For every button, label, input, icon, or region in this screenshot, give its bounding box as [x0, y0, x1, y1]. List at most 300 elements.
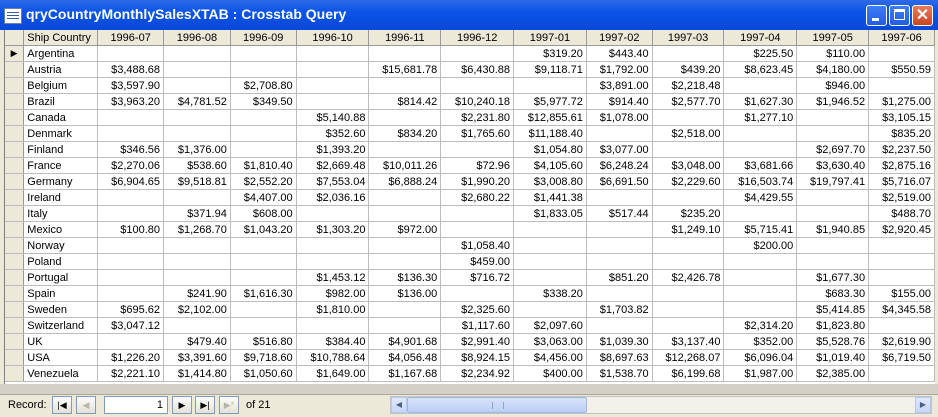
sales-cell[interactable]: [164, 110, 231, 126]
sales-cell[interactable]: [98, 238, 164, 254]
sales-cell[interactable]: $3,891.00: [586, 78, 652, 94]
sales-cell[interactable]: $11,188.40: [514, 126, 587, 142]
row-selector[interactable]: [5, 78, 24, 94]
sales-cell[interactable]: $3,630.40: [797, 158, 869, 174]
sales-cell[interactable]: $4,901.68: [369, 334, 441, 350]
country-cell[interactable]: Italy: [24, 206, 98, 222]
sales-cell[interactable]: [98, 46, 164, 62]
country-cell[interactable]: Denmark: [24, 126, 98, 142]
sales-cell[interactable]: $3,391.60: [164, 350, 231, 366]
sales-cell[interactable]: [369, 318, 441, 334]
sales-cell[interactable]: $4,105.60: [514, 158, 587, 174]
sales-cell[interactable]: [652, 254, 724, 270]
sales-cell[interactable]: $4,456.00: [514, 350, 587, 366]
sales-cell[interactable]: $1,703.82: [586, 302, 652, 318]
sales-cell[interactable]: $4,056.48: [369, 350, 441, 366]
sales-cell[interactable]: $2,920.45: [869, 222, 935, 238]
sales-cell[interactable]: $2,385.00: [797, 366, 869, 382]
sales-cell[interactable]: $2,234.92: [441, 366, 514, 382]
sales-cell[interactable]: $4,180.00: [797, 62, 869, 78]
sales-cell[interactable]: $716.72: [441, 270, 514, 286]
sales-cell[interactable]: [441, 142, 514, 158]
sales-cell[interactable]: [98, 254, 164, 270]
sales-cell[interactable]: $2,231.80: [441, 110, 514, 126]
sales-cell[interactable]: $110.00: [797, 46, 869, 62]
sales-cell[interactable]: $5,528.76: [797, 334, 869, 350]
sales-cell[interactable]: [296, 94, 369, 110]
sales-cell[interactable]: [296, 78, 369, 94]
row-selector[interactable]: [5, 222, 24, 238]
sales-cell[interactable]: $2,875.16: [869, 158, 935, 174]
sales-cell[interactable]: $3,137.40: [652, 334, 724, 350]
sales-cell[interactable]: $982.00: [296, 286, 369, 302]
sales-cell[interactable]: [652, 190, 724, 206]
horizontal-scrollbar[interactable]: [390, 396, 932, 414]
sales-cell[interactable]: [230, 318, 296, 334]
sales-cell[interactable]: $10,011.26: [369, 158, 441, 174]
sales-cell[interactable]: [586, 222, 652, 238]
sales-cell[interactable]: [230, 46, 296, 62]
sales-cell[interactable]: [724, 206, 797, 222]
sales-cell[interactable]: $9,518.81: [164, 174, 231, 190]
sales-cell[interactable]: $4,407.00: [230, 190, 296, 206]
sales-cell[interactable]: $2,518.00: [652, 126, 724, 142]
sales-cell[interactable]: [230, 62, 296, 78]
sales-cell[interactable]: $1,058.40: [441, 238, 514, 254]
sales-cell[interactable]: $538.60: [164, 158, 231, 174]
sales-cell[interactable]: [724, 78, 797, 94]
sales-cell[interactable]: [164, 46, 231, 62]
sales-cell[interactable]: $1,268.70: [164, 222, 231, 238]
sales-cell[interactable]: $2,229.60: [652, 174, 724, 190]
sales-cell[interactable]: $3,048.00: [652, 158, 724, 174]
sales-cell[interactable]: $5,715.41: [724, 222, 797, 238]
sales-cell[interactable]: $2,270.06: [98, 158, 164, 174]
sales-cell[interactable]: $72.96: [441, 158, 514, 174]
sales-cell[interactable]: $352.60: [296, 126, 369, 142]
sales-cell[interactable]: [869, 46, 935, 62]
column-header[interactable]: 1996-07: [98, 30, 164, 46]
sales-cell[interactable]: $1,810.40: [230, 158, 296, 174]
country-cell[interactable]: Norway: [24, 238, 98, 254]
column-header[interactable]: 1997-05: [797, 30, 869, 46]
sales-cell[interactable]: $2,619.90: [869, 334, 935, 350]
sales-cell[interactable]: [296, 46, 369, 62]
sales-cell[interactable]: $608.00: [230, 206, 296, 222]
sales-cell[interactable]: [724, 254, 797, 270]
row-selector[interactable]: [5, 270, 24, 286]
country-cell[interactable]: Spain: [24, 286, 98, 302]
sales-cell[interactable]: $6,430.88: [441, 62, 514, 78]
sales-cell[interactable]: $2,577.70: [652, 94, 724, 110]
sales-cell[interactable]: [797, 254, 869, 270]
row-selector[interactable]: [5, 350, 24, 366]
sales-cell[interactable]: $5,414.85: [797, 302, 869, 318]
row-selector[interactable]: [5, 62, 24, 78]
sales-cell[interactable]: $400.00: [514, 366, 587, 382]
sales-cell[interactable]: [98, 286, 164, 302]
sales-cell[interactable]: $1,627.30: [724, 94, 797, 110]
sales-cell[interactable]: $6,888.24: [369, 174, 441, 190]
sales-cell[interactable]: $1,019.40: [797, 350, 869, 366]
row-selector[interactable]: ▶: [5, 46, 24, 62]
datasheet-grid[interactable]: [4, 30, 935, 384]
row-selector[interactable]: [5, 190, 24, 206]
row-selector[interactable]: [5, 334, 24, 350]
sales-cell[interactable]: [724, 142, 797, 158]
sales-cell[interactable]: [164, 254, 231, 270]
sales-cell[interactable]: [369, 206, 441, 222]
sales-cell[interactable]: [164, 78, 231, 94]
sales-cell[interactable]: [869, 366, 935, 382]
sales-cell[interactable]: $241.90: [164, 286, 231, 302]
sales-cell[interactable]: $5,716.07: [869, 174, 935, 190]
sales-cell[interactable]: $5,140.88: [296, 110, 369, 126]
row-selector[interactable]: [5, 94, 24, 110]
sales-cell[interactable]: $1,940.85: [797, 222, 869, 238]
sales-cell[interactable]: [652, 238, 724, 254]
sales-cell[interactable]: $6,096.04: [724, 350, 797, 366]
sales-cell[interactable]: [98, 270, 164, 286]
sales-cell[interactable]: [869, 78, 935, 94]
country-cell[interactable]: Finland: [24, 142, 98, 158]
row-selector[interactable]: [5, 318, 24, 334]
sales-cell[interactable]: $2,697.70: [797, 142, 869, 158]
column-header[interactable]: 1996-12: [441, 30, 514, 46]
row-selector[interactable]: [5, 238, 24, 254]
sales-cell[interactable]: [869, 270, 935, 286]
scroll-thumb[interactable]: [407, 397, 587, 413]
select-all-corner[interactable]: [5, 30, 24, 46]
row-selector[interactable]: [5, 302, 24, 318]
column-header[interactable]: 1996-09: [230, 30, 296, 46]
sales-cell[interactable]: $2,325.60: [441, 302, 514, 318]
sales-cell[interactable]: $835.20: [869, 126, 935, 142]
sales-cell[interactable]: [230, 238, 296, 254]
sales-cell[interactable]: [514, 302, 587, 318]
sales-cell[interactable]: $2,669.48: [296, 158, 369, 174]
sales-cell[interactable]: $4,429.55: [724, 190, 797, 206]
sales-cell[interactable]: [441, 222, 514, 238]
sales-cell[interactable]: [98, 334, 164, 350]
sales-cell[interactable]: [797, 238, 869, 254]
sales-cell[interactable]: [296, 62, 369, 78]
sales-cell[interactable]: [98, 190, 164, 206]
row-selector[interactable]: [5, 126, 24, 142]
row-selector[interactable]: [5, 366, 24, 382]
sales-cell[interactable]: $3,077.00: [586, 142, 652, 158]
sales-cell[interactable]: $7,553.04: [296, 174, 369, 190]
sales-cell[interactable]: $3,488.68: [98, 62, 164, 78]
sales-cell[interactable]: $439.20: [652, 62, 724, 78]
sales-cell[interactable]: [586, 190, 652, 206]
sales-cell[interactable]: $4,781.52: [164, 94, 231, 110]
country-cell[interactable]: Canada: [24, 110, 98, 126]
sales-cell[interactable]: [369, 302, 441, 318]
sales-cell[interactable]: $19,797.41: [797, 174, 869, 190]
close-button[interactable]: [912, 5, 933, 26]
sales-cell[interactable]: $12,268.07: [652, 350, 724, 366]
sales-cell[interactable]: $2,218.48: [652, 78, 724, 94]
sales-cell[interactable]: $8,924.15: [441, 350, 514, 366]
country-cell[interactable]: Argentina: [24, 46, 98, 62]
sales-cell[interactable]: $2,426.78: [652, 270, 724, 286]
sales-cell[interactable]: $346.56: [98, 142, 164, 158]
sales-cell[interactable]: $550.59: [869, 62, 935, 78]
column-header[interactable]: 1996-11: [369, 30, 441, 46]
sales-cell[interactable]: [514, 78, 587, 94]
sales-cell[interactable]: $1,414.80: [164, 366, 231, 382]
sales-cell[interactable]: $1,393.20: [296, 142, 369, 158]
sales-cell[interactable]: $1,078.00: [586, 110, 652, 126]
sales-cell[interactable]: $352.00: [724, 334, 797, 350]
sales-cell[interactable]: [869, 254, 935, 270]
sales-cell[interactable]: [797, 190, 869, 206]
sales-cell[interactable]: $1,249.10: [652, 222, 724, 238]
row-selector[interactable]: [5, 110, 24, 126]
sales-cell[interactable]: [514, 270, 587, 286]
sales-cell[interactable]: [586, 286, 652, 302]
sales-cell[interactable]: $10,788.64: [296, 350, 369, 366]
sales-cell[interactable]: $834.20: [369, 126, 441, 142]
row-selector[interactable]: [5, 286, 24, 302]
column-header[interactable]: 1997-03: [652, 30, 724, 46]
sales-cell[interactable]: $1,810.00: [296, 302, 369, 318]
sales-cell[interactable]: $3,063.00: [514, 334, 587, 350]
country-cell[interactable]: Mexico: [24, 222, 98, 238]
sales-cell[interactable]: $1,649.00: [296, 366, 369, 382]
sales-cell[interactable]: $15,681.78: [369, 62, 441, 78]
sales-cell[interactable]: $2,991.40: [441, 334, 514, 350]
sales-cell[interactable]: $851.20: [586, 270, 652, 286]
sales-cell[interactable]: $1,376.00: [164, 142, 231, 158]
sales-cell[interactable]: [797, 206, 869, 222]
sales-cell[interactable]: [586, 238, 652, 254]
country-cell[interactable]: Portugal: [24, 270, 98, 286]
sales-cell[interactable]: [230, 254, 296, 270]
country-cell[interactable]: Sweden: [24, 302, 98, 318]
sales-cell[interactable]: $1,823.80: [797, 318, 869, 334]
sales-cell[interactable]: $1,117.60: [441, 318, 514, 334]
sales-cell[interactable]: $2,680.22: [441, 190, 514, 206]
sales-cell[interactable]: [164, 318, 231, 334]
sales-cell[interactable]: $1,453.12: [296, 270, 369, 286]
sales-cell[interactable]: [230, 126, 296, 142]
last-record-button[interactable]: [195, 396, 215, 414]
sales-cell[interactable]: [869, 238, 935, 254]
column-header[interactable]: 1997-04: [724, 30, 797, 46]
sales-cell[interactable]: $136.30: [369, 270, 441, 286]
record-number-input[interactable]: 1: [104, 396, 168, 414]
sales-cell[interactable]: $814.42: [369, 94, 441, 110]
sales-cell[interactable]: [441, 286, 514, 302]
row-selector[interactable]: [5, 142, 24, 158]
country-cell[interactable]: Poland: [24, 254, 98, 270]
sales-cell[interactable]: $1,990.20: [441, 174, 514, 190]
sales-cell[interactable]: $1,043.20: [230, 222, 296, 238]
column-header[interactable]: 1997-02: [586, 30, 652, 46]
sales-cell[interactable]: [230, 270, 296, 286]
country-cell[interactable]: Austria: [24, 62, 98, 78]
sales-cell[interactable]: $136.00: [369, 286, 441, 302]
sales-cell[interactable]: $1,039.30: [586, 334, 652, 350]
scroll-right-button[interactable]: [915, 397, 931, 413]
country-cell[interactable]: Switzerland: [24, 318, 98, 334]
sales-cell[interactable]: [797, 126, 869, 142]
sales-cell[interactable]: $349.50: [230, 94, 296, 110]
sales-cell[interactable]: $1,303.20: [296, 222, 369, 238]
sales-cell[interactable]: [296, 318, 369, 334]
sales-cell[interactable]: $3,681.66: [724, 158, 797, 174]
sales-cell[interactable]: $1,987.00: [724, 366, 797, 382]
row-selector[interactable]: [5, 206, 24, 222]
country-cell[interactable]: Brazil: [24, 94, 98, 110]
sales-cell[interactable]: $6,691.50: [586, 174, 652, 190]
sales-cell[interactable]: $2,036.16: [296, 190, 369, 206]
next-record-button[interactable]: [172, 396, 192, 414]
sales-cell[interactable]: [514, 238, 587, 254]
sales-cell[interactable]: $443.40: [586, 46, 652, 62]
sales-cell[interactable]: $4,345.58: [869, 302, 935, 318]
sales-cell[interactable]: $2,708.80: [230, 78, 296, 94]
sales-cell[interactable]: [652, 318, 724, 334]
sales-cell[interactable]: [369, 254, 441, 270]
country-cell[interactable]: France: [24, 158, 98, 174]
sales-cell[interactable]: $1,226.20: [98, 350, 164, 366]
sales-cell[interactable]: $16,503.74: [724, 174, 797, 190]
country-cell[interactable]: Ireland: [24, 190, 98, 206]
sales-cell[interactable]: $8,623.45: [724, 62, 797, 78]
sales-cell[interactable]: $2,102.00: [164, 302, 231, 318]
sales-cell[interactable]: $1,677.30: [797, 270, 869, 286]
sales-cell[interactable]: [514, 254, 587, 270]
sales-cell[interactable]: $1,792.00: [586, 62, 652, 78]
sales-cell[interactable]: [369, 238, 441, 254]
sales-cell[interactable]: [652, 142, 724, 158]
sales-cell[interactable]: [441, 78, 514, 94]
sales-cell[interactable]: $972.00: [369, 222, 441, 238]
sales-cell[interactable]: $1,833.05: [514, 206, 587, 222]
sales-cell[interactable]: [797, 110, 869, 126]
sales-cell[interactable]: $488.70: [869, 206, 935, 222]
sales-cell[interactable]: $517.44: [586, 206, 652, 222]
sales-cell[interactable]: $6,904.65: [98, 174, 164, 190]
sales-cell[interactable]: $1,050.60: [230, 366, 296, 382]
sales-cell[interactable]: $6,199.68: [652, 366, 724, 382]
sales-cell[interactable]: [230, 110, 296, 126]
sales-cell[interactable]: $1,538.70: [586, 366, 652, 382]
sales-cell[interactable]: [724, 286, 797, 302]
sales-cell[interactable]: $100.80: [98, 222, 164, 238]
sales-cell[interactable]: $200.00: [724, 238, 797, 254]
column-header[interactable]: 1996-08: [164, 30, 231, 46]
sales-cell[interactable]: $3,105.15: [869, 110, 935, 126]
country-cell[interactable]: Belgium: [24, 78, 98, 94]
country-cell[interactable]: Germany: [24, 174, 98, 190]
sales-cell[interactable]: [586, 318, 652, 334]
sales-cell[interactable]: [230, 142, 296, 158]
sales-cell[interactable]: $235.20: [652, 206, 724, 222]
sales-cell[interactable]: $2,237.50: [869, 142, 935, 158]
previous-record-button[interactable]: [76, 396, 96, 414]
sales-cell[interactable]: $3,597.90: [98, 78, 164, 94]
minimize-button[interactable]: [866, 5, 887, 26]
sales-cell[interactable]: $2,314.20: [724, 318, 797, 334]
scroll-left-button[interactable]: [391, 397, 407, 413]
sales-cell[interactable]: $3,008.80: [514, 174, 587, 190]
sales-cell[interactable]: $3,047.12: [98, 318, 164, 334]
first-record-button[interactable]: [52, 396, 72, 414]
sales-cell[interactable]: [586, 254, 652, 270]
sales-cell[interactable]: $459.00: [441, 254, 514, 270]
sales-cell[interactable]: [296, 254, 369, 270]
column-header[interactable]: 1996-10: [296, 30, 369, 46]
sales-cell[interactable]: $384.40: [296, 334, 369, 350]
sales-cell[interactable]: [296, 206, 369, 222]
sales-cell[interactable]: [514, 222, 587, 238]
sales-cell[interactable]: [369, 142, 441, 158]
sales-cell[interactable]: [724, 126, 797, 142]
sales-cell[interactable]: $914.40: [586, 94, 652, 110]
sales-cell[interactable]: $6,719.50: [869, 350, 935, 366]
sales-cell[interactable]: $479.40: [164, 334, 231, 350]
sales-cell[interactable]: [652, 110, 724, 126]
column-header[interactable]: Ship Country: [24, 30, 98, 46]
sales-cell[interactable]: $1,616.30: [230, 286, 296, 302]
sales-cell[interactable]: [369, 78, 441, 94]
sales-cell[interactable]: [441, 206, 514, 222]
sales-cell[interactable]: $155.00: [869, 286, 935, 302]
country-cell[interactable]: Venezuela: [24, 366, 98, 382]
sales-cell[interactable]: [652, 302, 724, 318]
sales-cell[interactable]: [296, 238, 369, 254]
row-selector[interactable]: [5, 158, 24, 174]
sales-cell[interactable]: [652, 46, 724, 62]
sales-cell[interactable]: $2,552.20: [230, 174, 296, 190]
sales-cell[interactable]: [869, 318, 935, 334]
row-selector[interactable]: [5, 174, 24, 190]
sales-cell[interactable]: $1,441.38: [514, 190, 587, 206]
title-bar[interactable]: [0, 0, 938, 30]
sales-cell[interactable]: $1,167.68: [369, 366, 441, 382]
sales-cell[interactable]: [230, 302, 296, 318]
sales-cell[interactable]: [164, 62, 231, 78]
sales-cell[interactable]: $9,118.71: [514, 62, 587, 78]
maximize-button[interactable]: [889, 5, 910, 26]
sales-cell[interactable]: $683.30: [797, 286, 869, 302]
country-cell[interactable]: USA: [24, 350, 98, 366]
sales-cell[interactable]: [724, 302, 797, 318]
sales-cell[interactable]: [369, 46, 441, 62]
sales-cell[interactable]: [164, 270, 231, 286]
sales-cell[interactable]: $12,855.61: [514, 110, 587, 126]
country-cell[interactable]: UK: [24, 334, 98, 350]
sales-cell[interactable]: [369, 190, 441, 206]
sales-cell[interactable]: $2,519.00: [869, 190, 935, 206]
sales-cell[interactable]: [164, 238, 231, 254]
sales-cell[interactable]: [441, 46, 514, 62]
sales-cell[interactable]: [98, 206, 164, 222]
sales-cell[interactable]: $3,963.20: [98, 94, 164, 110]
sales-cell[interactable]: $1,765.60: [441, 126, 514, 142]
sales-cell[interactable]: $6,248.24: [586, 158, 652, 174]
sales-cell[interactable]: $371.94: [164, 206, 231, 222]
column-header[interactable]: 1997-06: [869, 30, 935, 46]
sales-cell[interactable]: $1,275.00: [869, 94, 935, 110]
sales-cell[interactable]: [164, 190, 231, 206]
sales-cell[interactable]: $695.62: [98, 302, 164, 318]
datasheet-icon[interactable]: [4, 8, 22, 24]
